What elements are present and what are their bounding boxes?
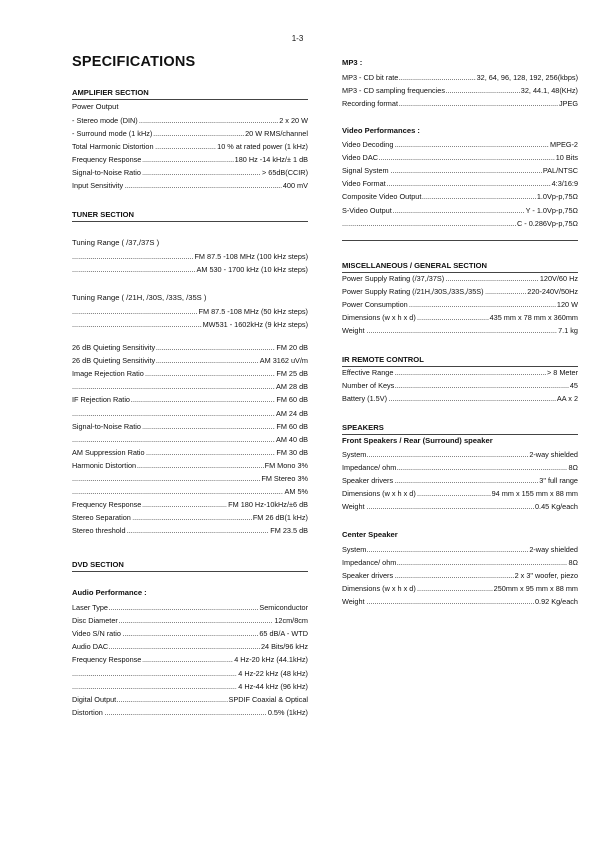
spec-row	[72, 708, 308, 717]
spec-value: 220-240V/50Hz	[527, 287, 578, 297]
spec-value: FM 180 Hz-10kHz/±6 dB	[228, 500, 308, 510]
spec-value: 10 % at rated power (1 kHz)	[217, 142, 308, 151]
spec-value: 400 mV	[282, 181, 308, 190]
spec-value: 4:3/16:9	[551, 179, 578, 189]
spec-row	[342, 571, 578, 580]
spec-value: 2-way shielded	[529, 450, 578, 459]
page-number: 1-3	[291, 34, 304, 43]
spec-label: Image Rejection Ratio	[72, 369, 144, 379]
amplifier-heading: AMPLIFIER SECTION	[72, 88, 308, 100]
spec-row	[72, 116, 308, 125]
spec-label: Digital Output	[72, 694, 117, 704]
spec-value: > 65dB(CCIR)	[261, 168, 308, 177]
spec-value: 8Ω	[568, 558, 578, 568]
spec-label: Composite Video Output	[342, 192, 422, 202]
video-performance-heading: Video Performances :	[342, 126, 420, 135]
spec-row	[342, 166, 578, 175]
spec-value: 435 mm x 78 mm x 360mm	[489, 313, 578, 323]
spec-value: FM 23.5 dB	[270, 526, 308, 536]
spec-value: 7.1 kg	[558, 326, 578, 336]
spec-label: S-Video Output	[342, 205, 392, 215]
divider	[342, 240, 578, 241]
spec-value: 250mm x 95 mm x 88 mm	[493, 584, 578, 594]
spec-label: Dimensions (w x h x d)	[342, 313, 416, 323]
spec-row	[342, 206, 578, 215]
spec-row	[72, 252, 308, 261]
spec-row	[72, 669, 308, 678]
spec-row	[72, 655, 308, 664]
spec-row	[72, 616, 308, 625]
spec-label: Input Sensitivity	[72, 181, 124, 190]
spec-value: 4 Hz-44 kHz (96 kHz)	[238, 681, 308, 691]
misc-heading: MISCELLANEOUS / GENERAL SECTION	[342, 261, 578, 273]
spec-label: MP3 - CD bit rate	[342, 73, 399, 82]
spec-row	[342, 381, 578, 390]
spec-row	[342, 597, 578, 606]
spec-row	[342, 489, 578, 498]
spec-label: Dimensions (w x h x d)	[342, 584, 416, 594]
front-speakers-title: Front Speakers / Rear (Surround) speaker	[342, 436, 493, 445]
spec-value: AM 3162 uV/m	[259, 356, 308, 366]
spec-value: 180 Hz -14 kHz/± 1 dB	[234, 155, 308, 164]
spec-row	[72, 474, 308, 483]
spec-value: 8Ω	[568, 463, 578, 473]
spec-row	[342, 86, 578, 95]
spec-row	[72, 265, 308, 274]
spec-value: Y - 1.0Vp-p,75Ω	[525, 205, 578, 215]
spec-row	[72, 603, 308, 612]
spec-row	[72, 513, 308, 522]
spec-label: - Stereo mode (DIN)	[72, 116, 138, 125]
spec-row	[342, 584, 578, 593]
spec-value: 0.92 Kg/each	[534, 597, 578, 607]
spec-value: FM 87.5 -108 MHz (100 kHz steps)	[194, 252, 308, 261]
spec-label: Audio DAC	[72, 642, 109, 652]
spec-row	[342, 476, 578, 485]
spec-row	[72, 422, 308, 431]
spec-value: 120V/60 Hz	[539, 274, 578, 283]
mp3-heading: MP3 :	[342, 58, 363, 67]
spec-label: Speaker drivers	[342, 571, 394, 581]
spec-label: Video Decoding	[342, 140, 394, 149]
spec-row	[342, 502, 578, 511]
spec-label: Impedance/ ohm	[342, 558, 397, 568]
tuning-range-1-title: Tuning Range ( /37,/37S )	[72, 238, 160, 247]
spec-value: 94 mm x 155 mm x 88 mm	[491, 489, 578, 499]
spec-row	[342, 73, 578, 82]
spec-row	[342, 274, 578, 283]
spec-value: FM 60 dB	[276, 421, 308, 431]
spec-value: 32, 64, 96, 128, 192, 256(kbps)	[476, 73, 578, 82]
spec-label: Number of Keys	[342, 381, 395, 391]
spec-row	[72, 129, 308, 138]
spec-value: 1.0Vp-p,75Ω	[536, 192, 578, 202]
spec-value: 24 Bits/96 kHz	[260, 642, 308, 652]
spec-label: - Surround mode (1 kHz)	[72, 129, 153, 138]
spec-row	[342, 545, 578, 554]
spec-value: MPEG-2	[550, 140, 578, 149]
spec-label: Harmonic Distortion	[72, 460, 137, 470]
spec-value: 20 W RMS/channel	[245, 129, 308, 138]
spec-value: 3" full range	[539, 476, 578, 486]
spec-value: 45	[569, 381, 578, 391]
spec-label: Total Harmonic Distortion	[72, 142, 154, 151]
spec-value: 4 Hz-22 kHz (48 kHz)	[238, 668, 308, 678]
spec-row	[72, 320, 308, 329]
spec-row	[72, 142, 308, 151]
tuner-heading: TUNER SECTION	[72, 210, 308, 222]
spec-row	[72, 356, 308, 365]
power-output-label: Power Output	[72, 102, 119, 111]
spec-label: Disc Diameter	[72, 616, 118, 626]
spec-row	[342, 450, 578, 459]
spec-row	[72, 448, 308, 457]
spec-label: Frequency Response	[72, 500, 142, 510]
spec-row	[342, 99, 578, 108]
spec-value: 2 x 3" woofer, piezo	[514, 571, 578, 581]
spec-label: Stereo threshold	[72, 526, 126, 536]
spec-value: 32, 44.1, 48(KHz)	[520, 86, 578, 95]
spec-value: 65 dB/A - WTD	[259, 629, 308, 639]
spec-value: 2 x 20 W	[279, 116, 308, 125]
spec-value: 120 W	[556, 300, 578, 310]
spec-row	[72, 181, 308, 190]
spec-row	[342, 394, 578, 403]
spec-label: Weight	[342, 502, 365, 512]
spec-value: FM 60 dB	[276, 395, 308, 405]
spec-row	[72, 307, 308, 316]
spec-label: Power Consumption	[342, 300, 408, 310]
spec-label: Impedance/ ohm	[342, 463, 397, 473]
spec-label: Video S/N ratio	[72, 629, 121, 639]
spec-label: Recording format	[342, 99, 398, 108]
spec-value: SPDIF Coaxial & Optical	[228, 694, 308, 704]
spec-row	[342, 192, 578, 201]
spec-row	[72, 409, 308, 418]
spec-value: C - 0.286Vp-p,75Ω	[516, 218, 578, 228]
spec-label: 26 dB Quieting Sensitivity	[72, 356, 156, 366]
spec-row	[72, 382, 308, 391]
spec-label: Video DAC	[342, 153, 378, 163]
page-title: SPECIFICATIONS	[72, 54, 196, 70]
spec-row	[72, 395, 308, 404]
spec-value: FM Stereo 3%	[261, 474, 308, 483]
spec-value: FM 26 dB(1 kHz)	[252, 513, 308, 523]
spec-row	[342, 179, 578, 188]
spec-row	[72, 343, 308, 352]
spec-row	[72, 155, 308, 164]
spec-row	[72, 526, 308, 535]
spec-label: 26 dB Quieting Sensitivity	[72, 343, 156, 352]
spec-value: FM 87.5 -108 MHz (50 kHz steps)	[198, 307, 308, 316]
spec-row	[72, 487, 308, 496]
spec-row	[72, 435, 308, 444]
spec-value: 0.45 Kg/each	[534, 502, 578, 512]
spec-label: Frequency Response	[72, 155, 142, 164]
spec-label: Battery (1.5V)	[342, 394, 388, 404]
spec-row	[72, 695, 308, 704]
spec-value: Semiconductor	[259, 603, 308, 612]
spec-label: AM Suppression Ratio	[72, 447, 145, 457]
spec-row	[342, 326, 578, 335]
spec-row	[72, 642, 308, 651]
spec-value: FM 20 dB	[276, 343, 308, 352]
spec-label: Frequency Response	[72, 655, 142, 665]
spec-value: AA x 2	[556, 394, 578, 404]
spec-row	[72, 461, 308, 470]
spec-value: PAL/NTSC	[542, 166, 578, 176]
spec-label: Weight	[342, 597, 365, 607]
spec-row	[72, 168, 308, 177]
spec-row	[72, 500, 308, 509]
spec-label: Effective Range	[342, 368, 394, 377]
spec-row	[342, 313, 578, 322]
spec-value: 10 Bits	[555, 153, 578, 163]
spec-value: AM 40 dB	[275, 434, 308, 444]
audio-performance-title: Audio Performance :	[72, 588, 147, 597]
spec-row	[72, 369, 308, 378]
spec-label: Video Format	[342, 179, 386, 189]
spec-row	[72, 682, 308, 691]
spec-label: Weight	[342, 326, 365, 336]
spec-label: Laser Type	[72, 603, 108, 612]
center-speaker-title: Center Speaker	[342, 530, 398, 539]
spec-value: AM 24 dB	[275, 408, 308, 418]
spec-row	[342, 558, 578, 567]
tuning-range-2-title: Tuning Range ( /21H, /30S, /33S, /35S )	[72, 293, 207, 302]
spec-label: IF Rejection Ratio	[72, 395, 130, 405]
spec-row	[342, 368, 578, 377]
spec-label: Stereo Separation	[72, 513, 131, 523]
spec-label: Distortion	[72, 707, 103, 717]
spec-label: MP3 - CD sampling frequencies	[342, 86, 446, 95]
ir-remote-heading: IR REMOTE CONTROL	[342, 355, 578, 367]
dvd-heading: DVD SECTION	[72, 560, 308, 572]
spec-label: Signal-to-Noise Ratio	[72, 168, 141, 177]
spec-label: Dimensions (w x h x d)	[342, 489, 416, 499]
spec-label: System	[342, 450, 367, 459]
spec-value: AM 530 - 1700 kHz (10 kHz steps)	[196, 265, 308, 274]
spec-label: Power Supply Rating (/21H,/30S,/33S,/35S)	[342, 287, 484, 297]
spec-row	[342, 463, 578, 472]
spec-row	[342, 140, 578, 149]
spec-value: JPEG	[558, 99, 578, 108]
spec-value: FM 25 dB	[276, 369, 308, 379]
spec-value: AM 28 dB	[275, 382, 308, 392]
spec-value: 4 Hz-20 kHz (44.1kHz)	[234, 655, 308, 665]
spec-row	[72, 629, 308, 638]
spec-value: 0.5% (1kHz)	[267, 707, 308, 717]
spec-value: MW531 - 1602kHz (9 kHz steps)	[202, 320, 308, 329]
spec-row	[342, 219, 578, 228]
spec-label: Speaker drivers	[342, 476, 394, 486]
spec-value: 2-way shielded	[529, 545, 578, 554]
spec-label: Signal-to-Noise Ratio	[72, 421, 141, 431]
speakers-heading: SPEAKERS	[342, 423, 578, 435]
spec-row	[342, 287, 578, 296]
spec-value: FM 30 dB	[276, 447, 308, 457]
spec-value: FM Mono 3%	[264, 460, 308, 470]
spec-label: Power Supply Rating (/37,/37S)	[342, 274, 445, 283]
spec-row	[342, 300, 578, 309]
spec-label: System	[342, 545, 367, 554]
spec-value: > 8 Meter	[546, 368, 578, 377]
spec-row	[342, 153, 578, 162]
spec-value: 12cm/8cm	[274, 616, 308, 626]
spec-label: Signal System	[342, 166, 389, 176]
spec-value: AM 5%	[284, 487, 308, 497]
